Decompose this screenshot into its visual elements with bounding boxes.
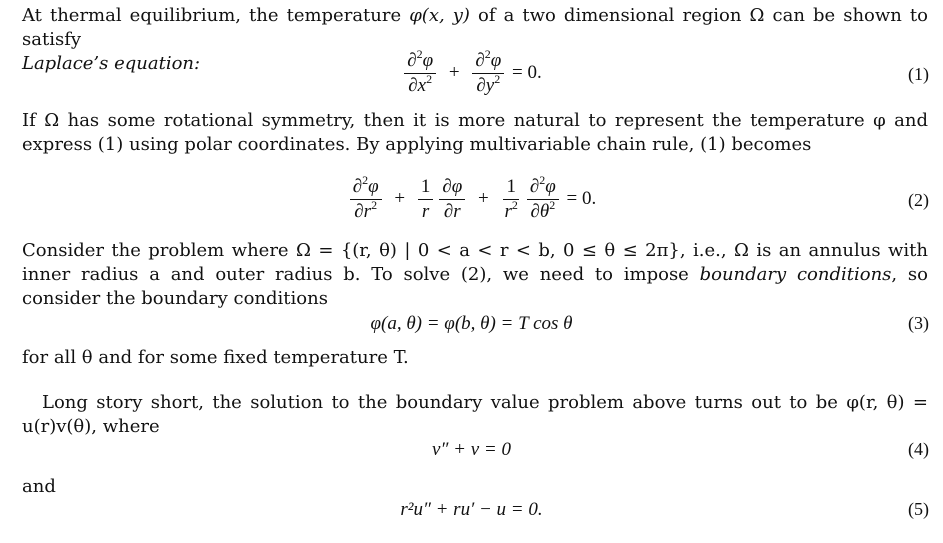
eq2-frac-r: $\frac{1}{r}$ <box>418 176 434 223</box>
laplace-equation-label: Laplace’s equation: <box>22 53 201 74</box>
eq2-rhs: = 0. <box>566 187 597 209</box>
polar-paragraph: If Ω has some rotational symmetry, then it is more natural to represent the temperature φ and express (1) using polar coordinates. By applying multivariable chain rule, (1) becomes <box>22 110 928 155</box>
equation-3-number: (3) <box>908 313 929 333</box>
for-all-theta-text: for all θ and for some fixed temperature T. <box>22 347 409 368</box>
equation-3 <box>0 313 943 335</box>
equation-4-number: (4) <box>908 439 929 459</box>
eq1-frac-y: $\frac{\partial^2\varphi}{\partial y^2}$ <box>472 50 504 97</box>
equation-2-number: (2) <box>908 190 929 210</box>
equation-4 <box>0 439 943 461</box>
equation-1-number: (1) <box>908 64 929 84</box>
eq2-frac-theta: $\frac{\partial^2\varphi}{\partial\theta^2}$ <box>527 176 559 223</box>
annulus-text-a: Consider the problem where Ω = {(r, θ) | 0 < a < r < b, 0 ≤ θ ≤ 2π}, i.e., Ω is an annulus with inner radius a and outer radius b. To solve (2), we need to impose <box>22 240 928 285</box>
and-text: and <box>22 476 56 497</box>
annulus-text-b: , so consider the boundary conditions <box>22 264 928 309</box>
eq5-text: r²u″ + ru′ − u = 0. <box>400 499 543 520</box>
eq1-rhs: = 0. <box>512 61 542 83</box>
equation-2: $\frac{\partial^2\varphi}{\partial r^2}$ + $\frac{1}{r}$ $\frac{\partial\varphi}{\partial r}$ + $\frac{1}{r^2}$ $\frac{\partial^2\varphi}{\partial\theta^2}$ = 0. <box>0 176 943 223</box>
solution-paragraph: Long story short, the solution to the boundary value problem above turns out to be φ(r, θ) = u(r)v(θ), where <box>22 392 928 437</box>
intro-phi-symbol: φ(x, y) <box>409 5 470 26</box>
intro-text-b: of a two dimensional region Ω can be shown to satisfy <box>22 5 929 50</box>
eq4-text: v″ + v = 0 <box>432 439 511 460</box>
eq1-frac-x: $\frac{\partial^2\varphi}{\partial x^2}$ <box>404 50 436 97</box>
equation-5 <box>0 499 943 521</box>
eq2-frac-rr: $\frac{\partial^2\varphi}{\partial r^2}$ <box>350 176 382 223</box>
equation-1: $\frac{\partial^2\varphi}{\partial x^2}$ + $\frac{\partial^2\varphi}{\partial y^2}$ = 0. <box>0 50 943 97</box>
eq3-text: φ(a, θ) = φ(b, θ) = T cos θ <box>370 313 573 334</box>
intro-text-a: At thermal equilibrium, the temperature <box>22 5 410 26</box>
eq2-frac-r2: $\frac{1}{r^2}$ <box>504 176 518 222</box>
annulus-paragraph <box>22 239 928 311</box>
boundary-conditions-emphasis: boundary conditions <box>699 264 892 285</box>
equation-5-number: (5) <box>908 499 929 519</box>
eq2-frac-dr: $\frac{\partial\varphi}{\partial r}$ <box>439 176 465 223</box>
